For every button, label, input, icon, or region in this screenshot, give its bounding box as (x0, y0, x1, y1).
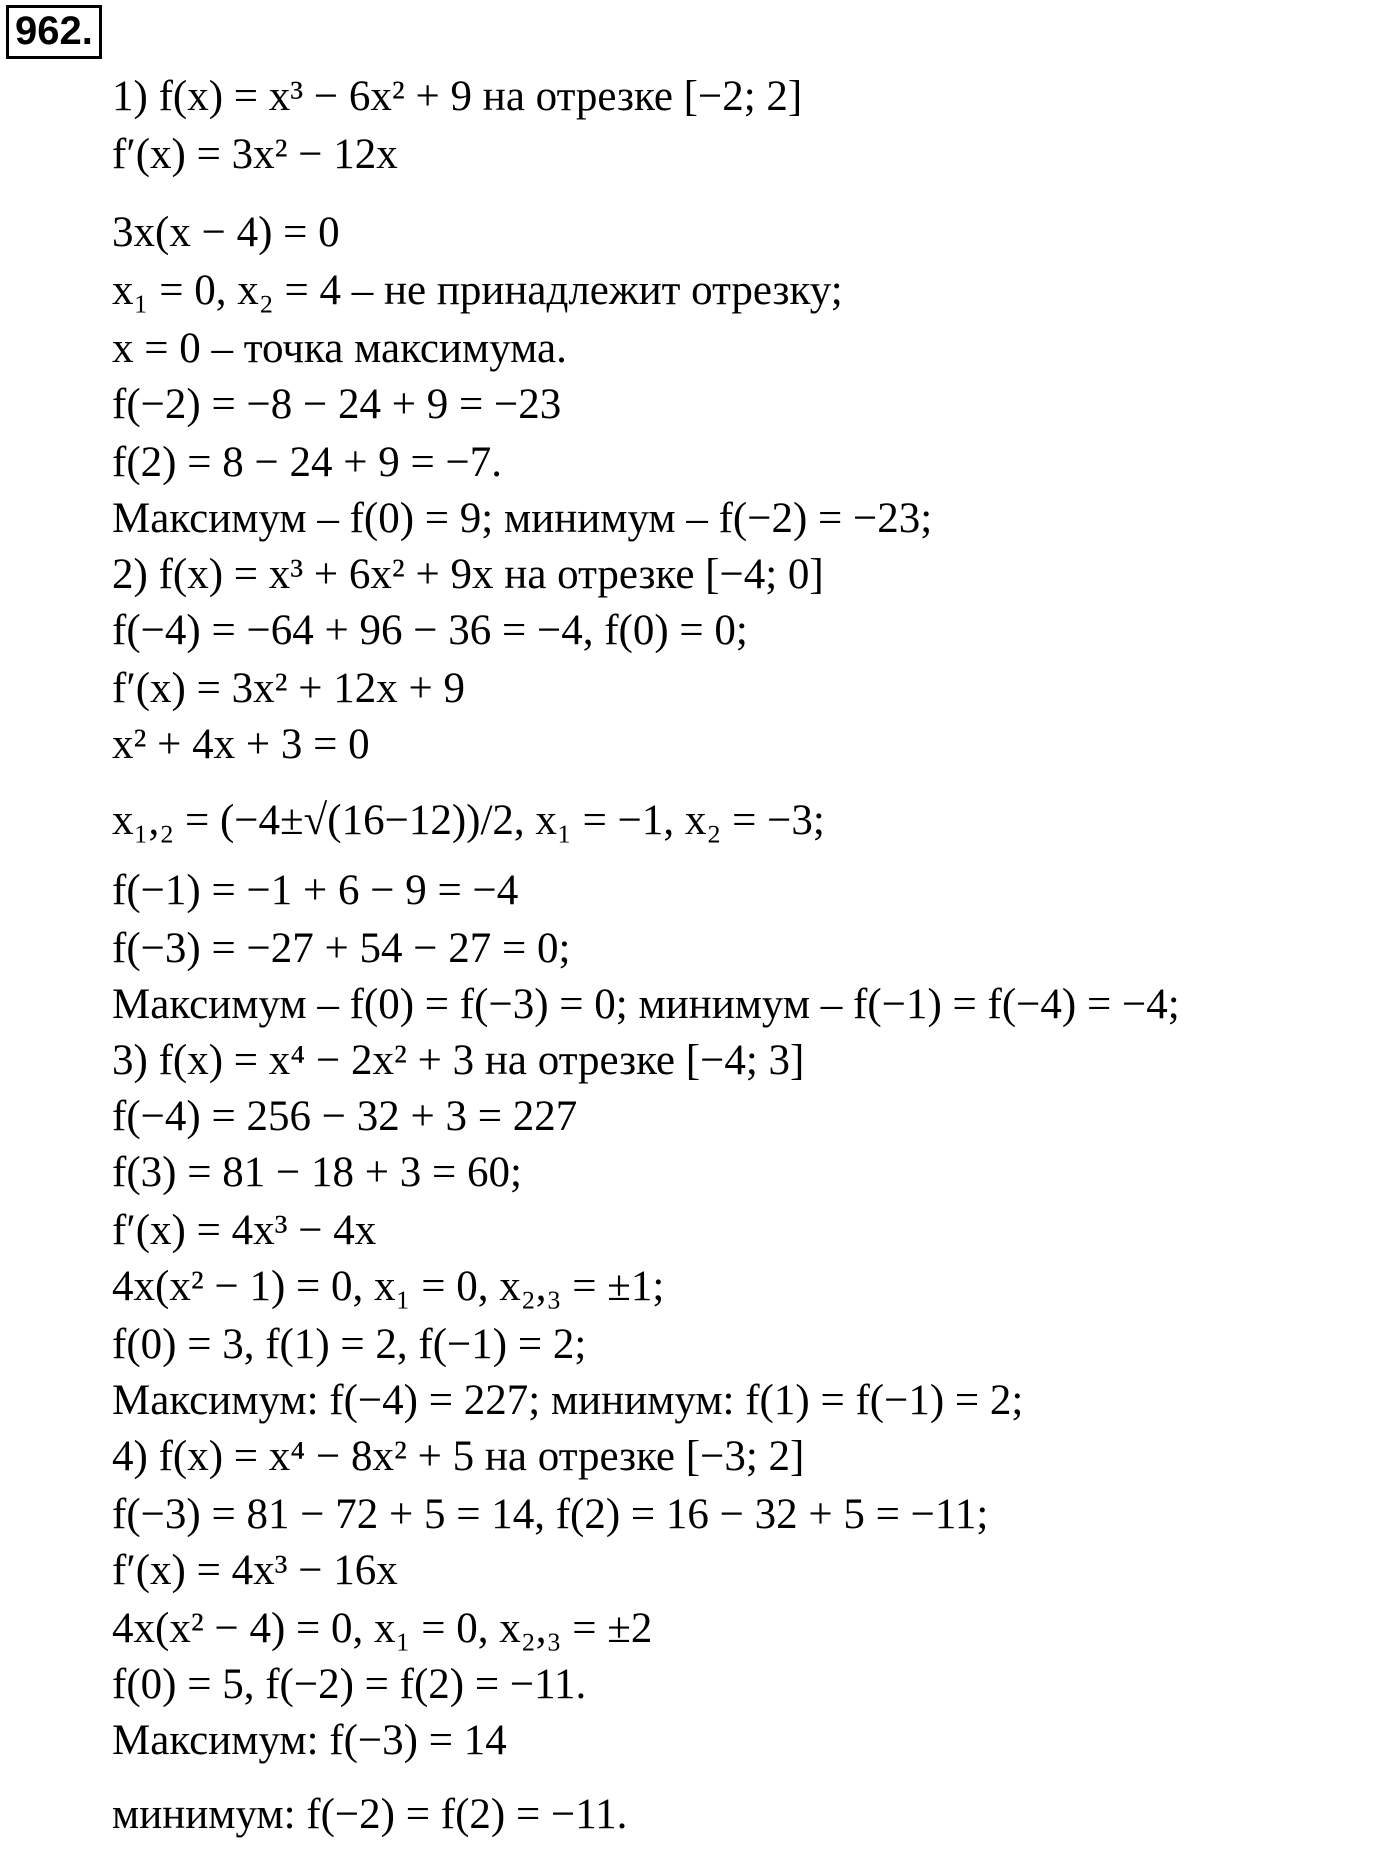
solution-line: x₁,₂ = (−4±√(16−12))/2, x₁ = −1, x₂ = −3; (112, 797, 825, 844)
solution-line: минимум: f(−2) = f(2) = −11. (112, 1791, 628, 1838)
solution-line: 1) f(x) = x³ − 6x² + 9 на отрезке [−2; 2] (112, 73, 803, 120)
solution-line: Максимум – f(0) = 9; минимум – f(−2) = −23; (112, 495, 933, 542)
solution-line: 3) f(x) = x⁴ − 2x² + 3 на отрезке [−4; 3] (112, 1037, 805, 1084)
problem-number: 962. (6, 5, 102, 59)
solution-line: f(−4) = −64 + 96 − 36 = −4, f(0) = 0; (112, 607, 748, 654)
solution-line: 3x(x − 4) = 0 (112, 209, 340, 256)
solution-line: f(−3) = 81 − 72 + 5 = 14, f(2) = 16 − 32 + 5 = −11; (112, 1491, 989, 1538)
solution-line: f(−1) = −1 + 6 − 9 = −4 (112, 867, 519, 914)
solution-line: x² + 4x + 3 = 0 (112, 721, 370, 768)
solution-line: x = 0 – точка максимума. (112, 325, 567, 372)
solution-line: x₁ = 0, x₂ = 4 – не принадлежит отрезку; (112, 267, 843, 314)
solution-line: f(0) = 3, f(1) = 2, f(−1) = 2; (112, 1321, 587, 1368)
solution-line: f′(x) = 4x³ − 4x (112, 1207, 377, 1254)
solution-line: f(−2) = −8 − 24 + 9 = −23 (112, 381, 562, 428)
solution-line: 4x(x² − 1) = 0, x₁ = 0, x₂,₃ = ±1; (112, 1263, 665, 1310)
solution-line: f(2) = 8 − 24 + 9 = −7. (112, 439, 502, 486)
solution-line: f(3) = 81 − 18 + 3 = 60; (112, 1149, 522, 1196)
solution-line: f′(x) = 4x³ − 16x (112, 1547, 398, 1594)
solution-line: 4) f(x) = x⁴ − 8x² + 5 на отрезке [−3; 2] (112, 1433, 805, 1480)
solution-line: 4x(x² − 4) = 0, x₁ = 0, x₂,₃ = ±2 (112, 1605, 653, 1652)
solution-line: Максимум: f(−3) = 14 (112, 1717, 507, 1764)
solution-line: Максимум – f(0) = f(−3) = 0; минимум – f(−1) = f(−4) = −4; (112, 981, 1180, 1028)
solution-line: Максимум: f(−4) = 227; минимум: f(1) = f(−1) = 2; (112, 1377, 1024, 1424)
solution-line: f(−3) = −27 + 54 − 27 = 0; (112, 925, 571, 972)
solution-line: f′(x) = 3x² − 12x (112, 131, 398, 178)
solution-line: 2) f(x) = x³ + 6x² + 9x на отрезке [−4; 0] (112, 551, 824, 598)
solution-line: f′(x) = 3x² + 12x + 9 (112, 665, 466, 712)
solution-line: f(−4) = 256 − 32 + 3 = 227 (112, 1093, 578, 1140)
solution-line: f(0) = 5, f(−2) = f(2) = −11. (112, 1661, 587, 1708)
